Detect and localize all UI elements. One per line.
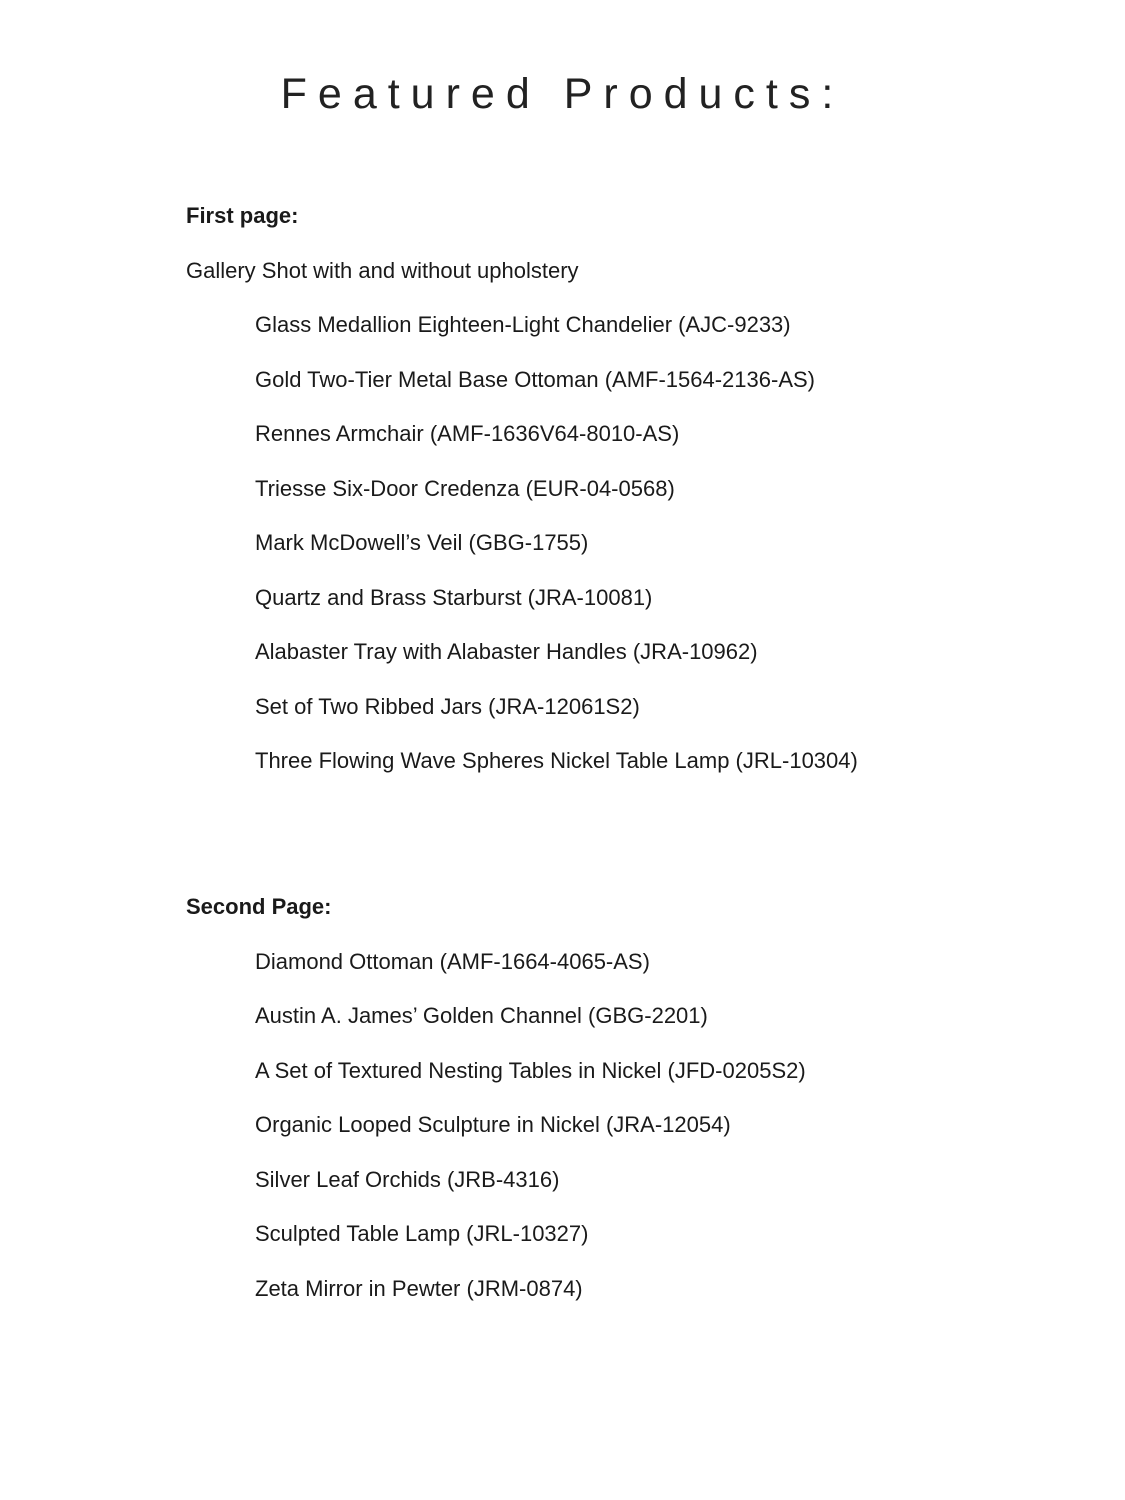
list-item: Austin A. James’ Golden Channel (GBG-2201) <box>255 1003 708 1028</box>
list-item: Zeta Mirror in Pewter (JRM-0874) <box>255 1275 583 1301</box>
list-item: A Set of Textured Nesting Tables in Nickel (JFD-0205S2) <box>255 1057 806 1083</box>
list-item: Three Flowing Wave Spheres Nickel Table Lamp (JRL-10304) <box>255 748 858 773</box>
list-item: Sculpted Table Lamp (JRL-10327) <box>255 1221 589 1246</box>
list-item: Alabaster Tray with Alabaster Handles (JRA-10962) <box>255 639 758 664</box>
list-item: Set of Two Ribbed Jars (JRA-12061S2) <box>255 693 640 719</box>
list-item: Quartz and Brass Starburst (JRA-10081) <box>255 584 653 610</box>
list-item: Gold Two-Tier Metal Base Ottoman (AMF-1564-2136-AS) <box>255 366 815 392</box>
list-item: Organic Looped Sculpture in Nickel (JRA-12054) <box>255 1112 731 1137</box>
gallery-shot-note: Gallery Shot with and without upholstery <box>186 257 579 283</box>
second-page-heading: Second Page: <box>186 894 332 919</box>
list-item: Mark McDowell’s Veil (GBG-1755) <box>255 530 589 555</box>
first-page-section <box>186 201 1046 801</box>
page-title: Featured Products: <box>280 70 845 118</box>
list-item: Rennes Armchair (AMF-1636V64-8010-AS) <box>255 421 680 446</box>
list-item: Silver Leaf Orchids (JRB-4316) <box>255 1166 560 1192</box>
second-page-section <box>186 892 1046 1328</box>
list-item: Triesse Six-Door Credenza (EUR-04-0568) <box>255 475 675 501</box>
first-page-heading: First page: <box>186 203 299 228</box>
list-item: Glass Medallion Eighteen-Light Chandelier (AJC-9233) <box>255 312 791 337</box>
list-item: Diamond Ottoman (AMF-1664-4065-AS) <box>255 948 650 974</box>
